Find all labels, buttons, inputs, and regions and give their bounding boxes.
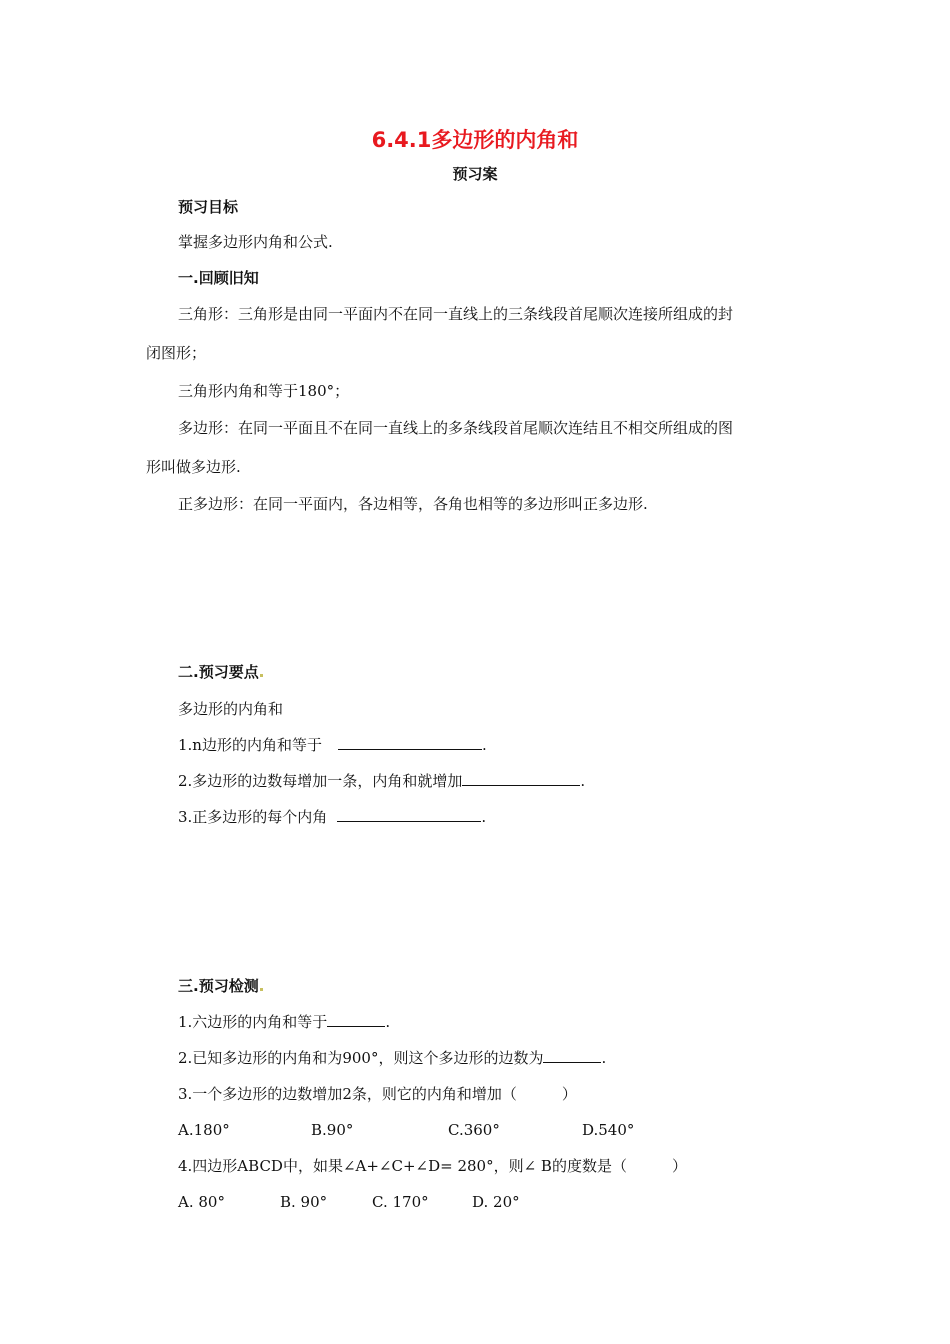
answer-blank[interactable]: [543, 1048, 601, 1063]
key-point-2: [178, 771, 585, 791]
key-point-3: [178, 807, 486, 827]
check-heading-text: 三.预习检测: [178, 977, 259, 995]
marker-dot: [260, 674, 263, 677]
key-points-heading-text: 二.预习要点: [178, 663, 259, 681]
question-4-option-c[interactable]: C. 170°: [372, 1193, 429, 1211]
question-1: [178, 1012, 390, 1032]
document-title: 6.4.1多边形的内角和: [371, 128, 579, 152]
document-subtitle: 预习案: [452, 165, 498, 183]
key-point-1-text: 1.n边形的内角和等于: [178, 736, 322, 754]
question-3: 3.一个多边形的边数增加2条，则它的内角和增加（ ）: [178, 1085, 577, 1103]
polygon-definition-line1: 多边形：在同一平面且不在同一直线上的多条线段首尾顺次连结且不相交所组成的图: [178, 419, 734, 437]
answer-blank[interactable]: [462, 771, 580, 786]
question-2: [178, 1048, 606, 1068]
question-1-end: .: [385, 1013, 391, 1031]
question-3-option-b[interactable]: B.90°: [311, 1121, 354, 1139]
key-point-2-end: .: [580, 772, 586, 790]
goal-heading: 预习目标: [178, 198, 239, 216]
key-point-1: [178, 735, 487, 755]
answer-blank[interactable]: [338, 735, 482, 750]
regular-polygon-definition: 正多边形：在同一平面内，各边相等，各角也相等的多边形叫正多边形.: [178, 495, 648, 513]
key-point-3-end: .: [481, 808, 487, 826]
question-4-option-b[interactable]: B. 90°: [280, 1193, 328, 1211]
key-point-2-text: 2.多边形的边数每增加一条，内角和就增加: [178, 772, 463, 790]
question-2-text: 2.已知多边形的内角和为900°，则这个多边形的边数为: [178, 1049, 544, 1067]
answer-blank[interactable]: [327, 1012, 385, 1027]
triangle-definition-line2: 闭图形；: [146, 344, 207, 362]
question-4-option-a[interactable]: A. 80°: [178, 1193, 225, 1211]
question-3-option-d[interactable]: D.540°: [582, 1121, 635, 1139]
check-heading: [178, 976, 264, 996]
key-point-3-text: 3.正多边形的每个内角: [178, 808, 328, 826]
question-3-option-a[interactable]: A.180°: [178, 1121, 230, 1139]
triangle-definition-line1: 三角形：三角形是由同一平面内不在同一直线上的三条线段首尾顺次连接所组成的封: [178, 305, 734, 323]
goal-text: 掌握多边形内角和公式.: [178, 233, 333, 251]
answer-blank[interactable]: [337, 807, 481, 822]
question-4: 4.四边形ABCD中，如果∠A+∠C+∠D= 280°，则∠ B的度数是（ ）: [178, 1157, 687, 1175]
question-4-option-d[interactable]: D. 20°: [472, 1193, 520, 1211]
question-2-end: .: [601, 1049, 607, 1067]
key-point-1-end: .: [481, 736, 487, 754]
triangle-angle-sum: 三角形内角和等于180°；: [178, 382, 350, 400]
key-points-heading: [178, 662, 264, 682]
question-1-text: 1.六边形的内角和等于: [178, 1013, 328, 1031]
polygon-definition-line2: 形叫做多边形.: [146, 458, 241, 476]
question-3-option-c[interactable]: C.360°: [448, 1121, 500, 1139]
marker-dot: [260, 988, 263, 991]
key-points-subheading: 多边形的内角和: [178, 700, 284, 718]
review-heading: 一.回顾旧知: [178, 269, 259, 287]
